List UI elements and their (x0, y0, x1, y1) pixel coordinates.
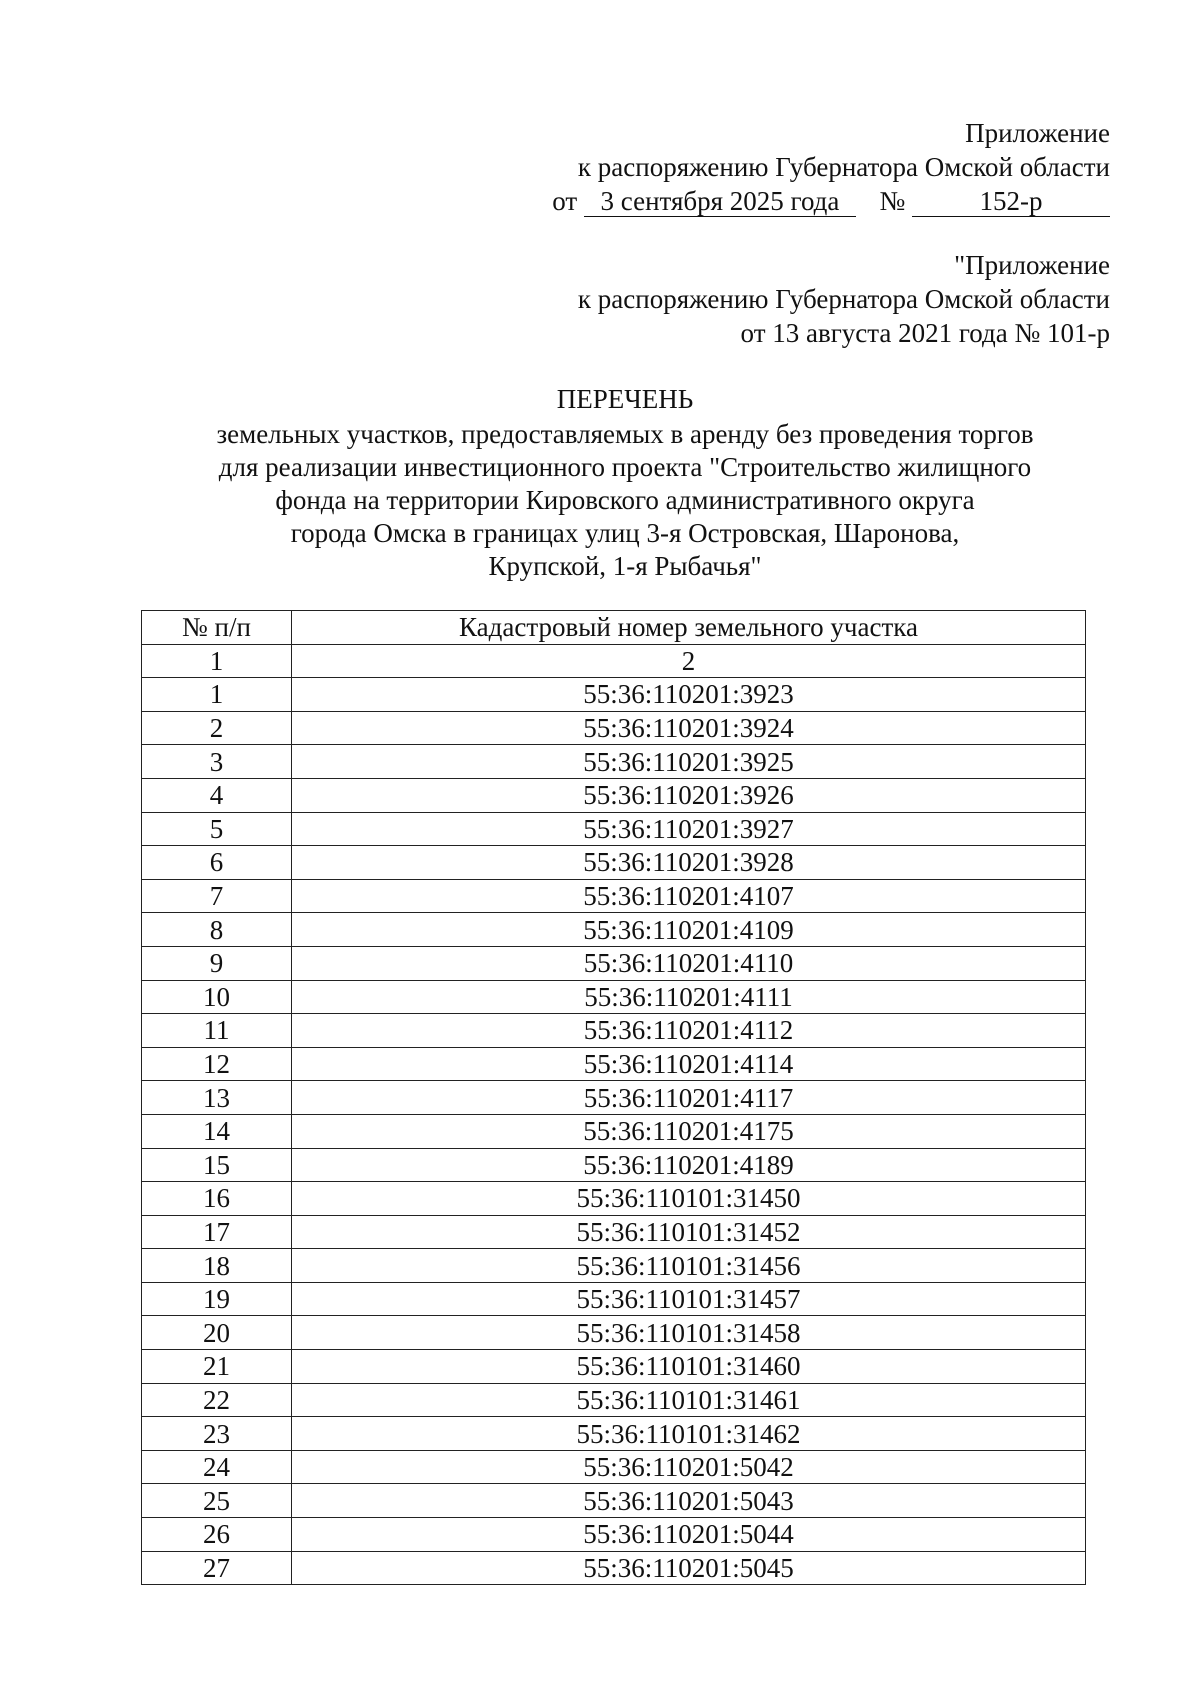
row-number: 3 (142, 745, 292, 779)
table-column-numbers-row (142, 644, 1086, 678)
table-row (142, 1450, 1086, 1484)
cadastral-number: 55:36:110101:31456 (292, 1249, 1086, 1283)
cadastral-number: 55:36:110201:5044 (292, 1518, 1086, 1552)
cadastral-number: 55:36:110101:31458 (292, 1316, 1086, 1350)
table-row (142, 1249, 1086, 1283)
row-number: 16 (142, 1182, 292, 1216)
column-number-1: 1 (142, 644, 292, 678)
row-number: 20 (142, 1316, 292, 1350)
cadastral-number: 55:36:110201:4110 (292, 946, 1086, 980)
original-order-date-number: от 13 августа 2021 года № 101-р (740, 318, 1110, 348)
row-number: 26 (142, 1518, 292, 1552)
table-row (142, 1551, 1086, 1585)
row-number: 7 (142, 879, 292, 913)
cadastral-number: 55:36:110201:3925 (292, 745, 1086, 779)
row-number: 24 (142, 1450, 292, 1484)
table-row (142, 745, 1086, 779)
row-number: 10 (142, 980, 292, 1014)
table-row (142, 812, 1086, 846)
cadastral-number: 55:36:110201:4112 (292, 1014, 1086, 1048)
table-row (142, 1047, 1086, 1081)
original-appendix-title: "Приложение (954, 250, 1110, 280)
row-number: 17 (142, 1215, 292, 1249)
table-row (142, 879, 1086, 913)
order-date: 3 сентября 2025 года (584, 186, 856, 217)
appendix-title: Приложение (965, 118, 1110, 148)
cadastral-number: 55:36:110101:31460 (292, 1350, 1086, 1384)
original-order-reference: к распоряжению Губернатора Омской области (577, 284, 1110, 314)
row-number: 12 (142, 1047, 292, 1081)
row-number: 15 (142, 1148, 292, 1182)
table-row (142, 1282, 1086, 1316)
header-row-number: № п/п (142, 611, 292, 645)
row-number: 4 (142, 778, 292, 812)
appendix-order-reference: к распоряжению Губернатора Омской области (577, 152, 1110, 182)
subtitle-line: для реализации инвестиционного проекта "Строительство жилищного (218, 452, 1032, 482)
cadastral-number: 55:36:110201:4114 (292, 1047, 1086, 1081)
cadastral-number: 55:36:110201:5043 (292, 1484, 1086, 1518)
table-header-row (142, 611, 1086, 645)
table-row (142, 1182, 1086, 1216)
row-number: 25 (142, 1484, 292, 1518)
table-row (142, 1383, 1086, 1417)
cadastral-number: 55:36:110101:31457 (292, 1282, 1086, 1316)
table-row (142, 778, 1086, 812)
cadastral-number: 55:36:110201:4175 (292, 1114, 1086, 1148)
table-row (142, 980, 1086, 1014)
cadastral-table (141, 610, 1086, 1585)
cadastral-number: 55:36:110201:4109 (292, 913, 1086, 947)
table-row (142, 678, 1086, 712)
table-row (142, 1518, 1086, 1552)
cadastral-number: 55:36:110201:4107 (292, 879, 1086, 913)
table-row (142, 1014, 1086, 1048)
appendix-header-new (552, 116, 1110, 218)
row-number: 19 (142, 1282, 292, 1316)
row-number: 1 (142, 678, 292, 712)
cadastral-number: 55:36:110101:31461 (292, 1383, 1086, 1417)
row-number: 18 (142, 1249, 292, 1283)
table-row (142, 1114, 1086, 1148)
row-number: 27 (142, 1551, 292, 1585)
row-number: 22 (142, 1383, 292, 1417)
document-title-block (150, 383, 1100, 583)
row-number: 11 (142, 1014, 292, 1048)
appendix-date-line (552, 184, 1110, 218)
number-sign: № (879, 186, 906, 216)
row-number: 14 (142, 1114, 292, 1148)
table-row (142, 1081, 1086, 1115)
subtitle-line: города Омска в границах улиц 3-я Островская, Шаронова, (290, 518, 960, 548)
column-number-2: 2 (292, 644, 1086, 678)
cadastral-number: 55:36:110101:31450 (292, 1182, 1086, 1216)
table-row (142, 846, 1086, 880)
row-number: 2 (142, 711, 292, 745)
cadastral-number: 55:36:110101:31452 (292, 1215, 1086, 1249)
cadastral-number: 55:36:110201:5045 (292, 1551, 1086, 1585)
header-cadastral-number: Кадастровый номер земельного участка (292, 611, 1086, 645)
table-row (142, 1215, 1086, 1249)
date-prefix: от (552, 186, 578, 216)
row-number: 13 (142, 1081, 292, 1115)
table-row (142, 946, 1086, 980)
row-number: 6 (142, 846, 292, 880)
subtitle-line: фонда на территории Кировского административного округа (275, 485, 975, 515)
table-row (142, 913, 1086, 947)
cadastral-number: 55:36:110201:3928 (292, 846, 1086, 880)
row-number: 5 (142, 812, 292, 846)
cadastral-number: 55:36:110201:3924 (292, 711, 1086, 745)
table-row (142, 1350, 1086, 1384)
cadastral-number: 55:36:110201:3923 (292, 678, 1086, 712)
table-row (142, 1417, 1086, 1451)
cadastral-number: 55:36:110201:4117 (292, 1081, 1086, 1115)
cadastral-number: 55:36:110201:3927 (292, 812, 1086, 846)
subtitle-line: Крупской, 1-я Рыбачья" (488, 551, 762, 581)
cadastral-number: 55:36:110201:4111 (292, 980, 1086, 1014)
subtitle-line: земельных участков, предоставляемых в аренду без проведения торгов (216, 419, 1034, 449)
table-row (142, 1148, 1086, 1182)
table-row (142, 1316, 1086, 1350)
appendix-header-original (578, 248, 1110, 350)
cadastral-number: 55:36:110201:5042 (292, 1450, 1086, 1484)
order-number: 152-р (912, 186, 1110, 217)
cadastral-number: 55:36:110201:3926 (292, 778, 1086, 812)
document-heading: ПЕРЕЧЕНЬ (556, 384, 694, 414)
row-number: 8 (142, 913, 292, 947)
row-number: 9 (142, 946, 292, 980)
table-row (142, 1484, 1086, 1518)
table-row (142, 711, 1086, 745)
row-number: 21 (142, 1350, 292, 1384)
cadastral-number: 55:36:110101:31462 (292, 1417, 1086, 1451)
table-body (142, 678, 1086, 1585)
row-number: 23 (142, 1417, 292, 1451)
cadastral-number: 55:36:110201:4189 (292, 1148, 1086, 1182)
